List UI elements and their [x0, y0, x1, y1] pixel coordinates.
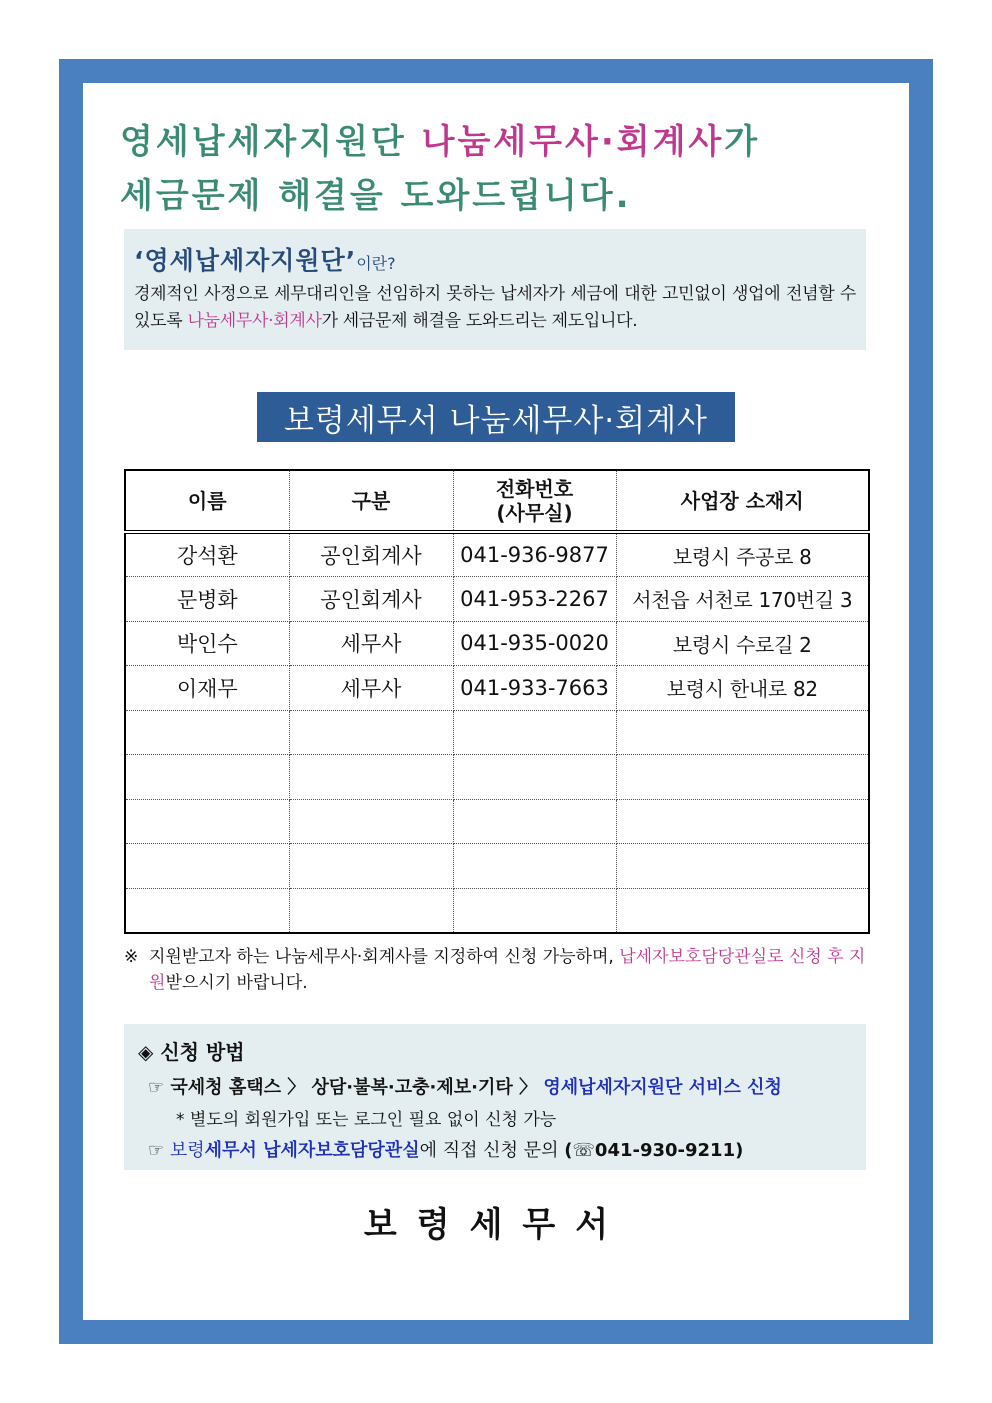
office-phone: (☏041-930-9211) — [564, 1140, 744, 1161]
application-step-office — [148, 1136, 743, 1162]
office-name: 보령세무서 — [363, 1205, 629, 1245]
cell-type: 공인회계사 — [289, 532, 453, 577]
cell-name: 이재무 — [125, 666, 289, 711]
definition-title-suffix: 이란? — [356, 254, 396, 273]
application-step-hometax — [148, 1073, 782, 1099]
section-banner: 보령세무서 나눔세무사·회계사 — [257, 392, 735, 442]
application-title: ◈ 신청 방법 — [138, 1040, 245, 1064]
cell-phone: 041-935-0020 — [453, 621, 616, 666]
cell-type: 세무사 — [289, 666, 453, 711]
definition-box — [124, 229, 866, 350]
table-row — [125, 577, 869, 622]
office-department: 세무서 납세자보호담당관실 — [204, 1140, 420, 1161]
cell-name: 강석환 — [125, 532, 289, 577]
cell-phone: 041-933-7663 — [453, 666, 616, 711]
table-row-empty — [125, 755, 869, 800]
headline-line-2: 세금문제 해결을 도와드립니다. — [120, 176, 632, 216]
header-phone-sub: (사무실) — [496, 500, 573, 525]
definition-body-text-end: 가 세금문제 해결을 도와드리는 제도입니다. — [321, 311, 638, 331]
headline-highlight: 나눔세무사·회계사 — [421, 122, 725, 162]
headline-text-end: 가 — [724, 122, 761, 162]
table-row — [125, 666, 869, 711]
office-city: 보령 — [169, 1140, 205, 1161]
headline-line-1 — [120, 114, 760, 163]
table-row-empty — [125, 710, 869, 755]
advisor-table — [124, 469, 870, 934]
cell-phone: 041-953-2267 — [453, 577, 616, 622]
table-row — [125, 621, 869, 666]
headline-text: 영세납세자지원단 — [120, 122, 422, 162]
header-phone — [453, 470, 616, 532]
cell-address: 보령시 주공로 8 — [616, 532, 869, 577]
definition-title-main: ‘영세납세자지원단’ — [134, 246, 357, 275]
application-box — [124, 1024, 866, 1170]
header-phone-label: 전화번호 — [495, 476, 574, 501]
table-header-row — [125, 470, 869, 532]
definition-body-text: 경제적인 사정으로 세무대리인을 선임하지 못하는 납세자가 세금에 대한 고민없이 생업에 전념할 수 있도록 — [134, 284, 856, 331]
note-text-start: 지원받고자 하는 나눔세무사·회계사를 지정하여 신청 가능하며, — [149, 947, 620, 967]
pointing-hand-icon: ☞ — [148, 1140, 165, 1161]
cell-address: 보령시 수로길 2 — [616, 621, 869, 666]
office-contact-text: 에 직접 신청 문의 — [419, 1140, 565, 1161]
note-mark: ※ — [124, 947, 139, 967]
service-apply-link: 영세납세자지원단 서비스 신청 — [543, 1077, 782, 1098]
table-row-empty — [125, 844, 869, 889]
header-address: 사업장 소재지 — [616, 470, 869, 532]
cell-name: 문병화 — [125, 577, 289, 622]
application-note: * 별도의 회원가입 또는 로그인 필요 없이 신청 가능 — [176, 1110, 557, 1130]
table-row-empty — [125, 799, 869, 844]
header-name: 이름 — [125, 470, 289, 532]
cell-name: 박인수 — [125, 621, 289, 666]
table-row — [125, 532, 869, 577]
hometax-path: ☞ 국세청 홈택스 〉 상담·불복·고충·제보·기타 〉 — [148, 1077, 538, 1098]
cell-address: 보령시 한내로 82 — [616, 666, 869, 711]
header-type: 구분 — [289, 470, 453, 532]
cell-phone: 041-936-9877 — [453, 532, 616, 577]
note-highlight: 납세자보호담당관실로 신청 후 지원 — [149, 947, 866, 993]
note-text-end: 받으시기 바랍니다. — [165, 973, 308, 993]
cell-address: 서천읍 서천로 170번길 3 — [616, 577, 869, 622]
cell-type: 공인회계사 — [289, 577, 453, 622]
definition-title — [134, 241, 396, 277]
note-text — [149, 944, 874, 996]
definition-body — [134, 281, 856, 335]
cell-type: 세무사 — [289, 621, 453, 666]
table-row-empty — [125, 888, 869, 933]
definition-body-highlight: 나눔세무사·회계사 — [187, 311, 322, 331]
